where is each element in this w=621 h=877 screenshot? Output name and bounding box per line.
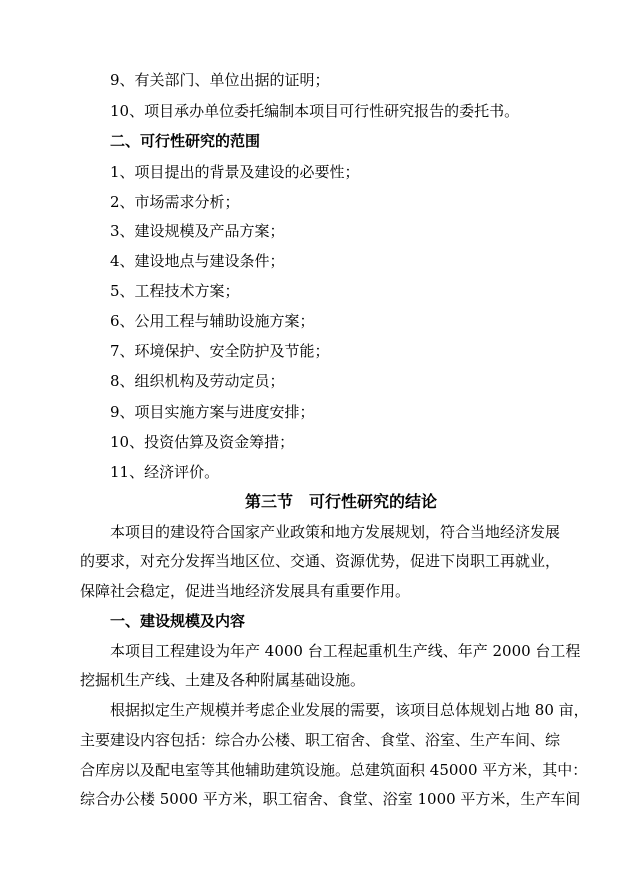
scope-item-9: 9、项目实施方案与进度安排； — [110, 403, 315, 421]
content-line-3: 合库房以及配电室等其他辅助建筑设施。总建筑面积 45000 平方米，其中： — [80, 761, 588, 779]
scope-item-11: 11、经济评价。 — [110, 463, 220, 481]
scope-item-2: 2、市场需求分析； — [110, 193, 240, 211]
list-item-9: 9、有关部门、单位出据的证明； — [110, 71, 330, 89]
section-two-heading: 二、可行性研究的范围 — [110, 132, 261, 150]
scope-item-10: 10、投资估算及资金筹措； — [110, 433, 295, 451]
scale-line-1: 本项目工程建设为年产 4000 台工程起重机生产线、年产 2000 台工程 — [110, 642, 581, 660]
content-line-2: 主要建设内容包括：综合办公楼、职工宿舍、食堂、浴室、生产车间、综 — [80, 731, 561, 749]
scope-item-4: 4、建设地点与建设条件； — [110, 252, 285, 270]
subsection-heading: 一、建设规模及内容 — [110, 612, 246, 630]
conclusion-line-2: 的要求，对充分发挥当地区位、交通、资源优势，促进下岗职工再就业， — [80, 552, 561, 570]
conclusion-line-3: 保障社会稳定，促进当地经济发展具有重要作用。 — [80, 582, 411, 600]
scope-item-5: 5、工程技术方案； — [110, 282, 240, 300]
section-title: 第三节 可行性研究的结论 — [245, 492, 438, 511]
scale-line-2: 挖掘机生产线、土建及各种附属基础设施。 — [80, 671, 366, 689]
scope-item-8: 8、组织机构及劳动定员； — [110, 372, 285, 390]
content-line-4: 综合办公楼 5000 平方米，职工宿舍、食堂、浴室 1000 平方米，生产车间 — [80, 790, 581, 808]
scope-item-1: 1、项目提出的背景及建设的必要性； — [110, 163, 360, 181]
scope-item-3: 3、建设规模及产品方案； — [110, 222, 285, 240]
content-line-1: 根据拟定生产规模并考虑企业发展的需要，该项目总体规划占地 80 亩， — [110, 701, 589, 719]
scope-item-7: 7、环境保护、安全防护及节能； — [110, 342, 330, 360]
list-item-10: 10、项目承办单位委托编制本项目可行性研究报告的委托书。 — [110, 102, 520, 120]
conclusion-line-1: 本项目的建设符合国家产业政策和地方发展规划，符合当地经济发展 — [110, 523, 561, 541]
scope-item-6: 6、公用工程与辅助设施方案； — [110, 312, 315, 330]
